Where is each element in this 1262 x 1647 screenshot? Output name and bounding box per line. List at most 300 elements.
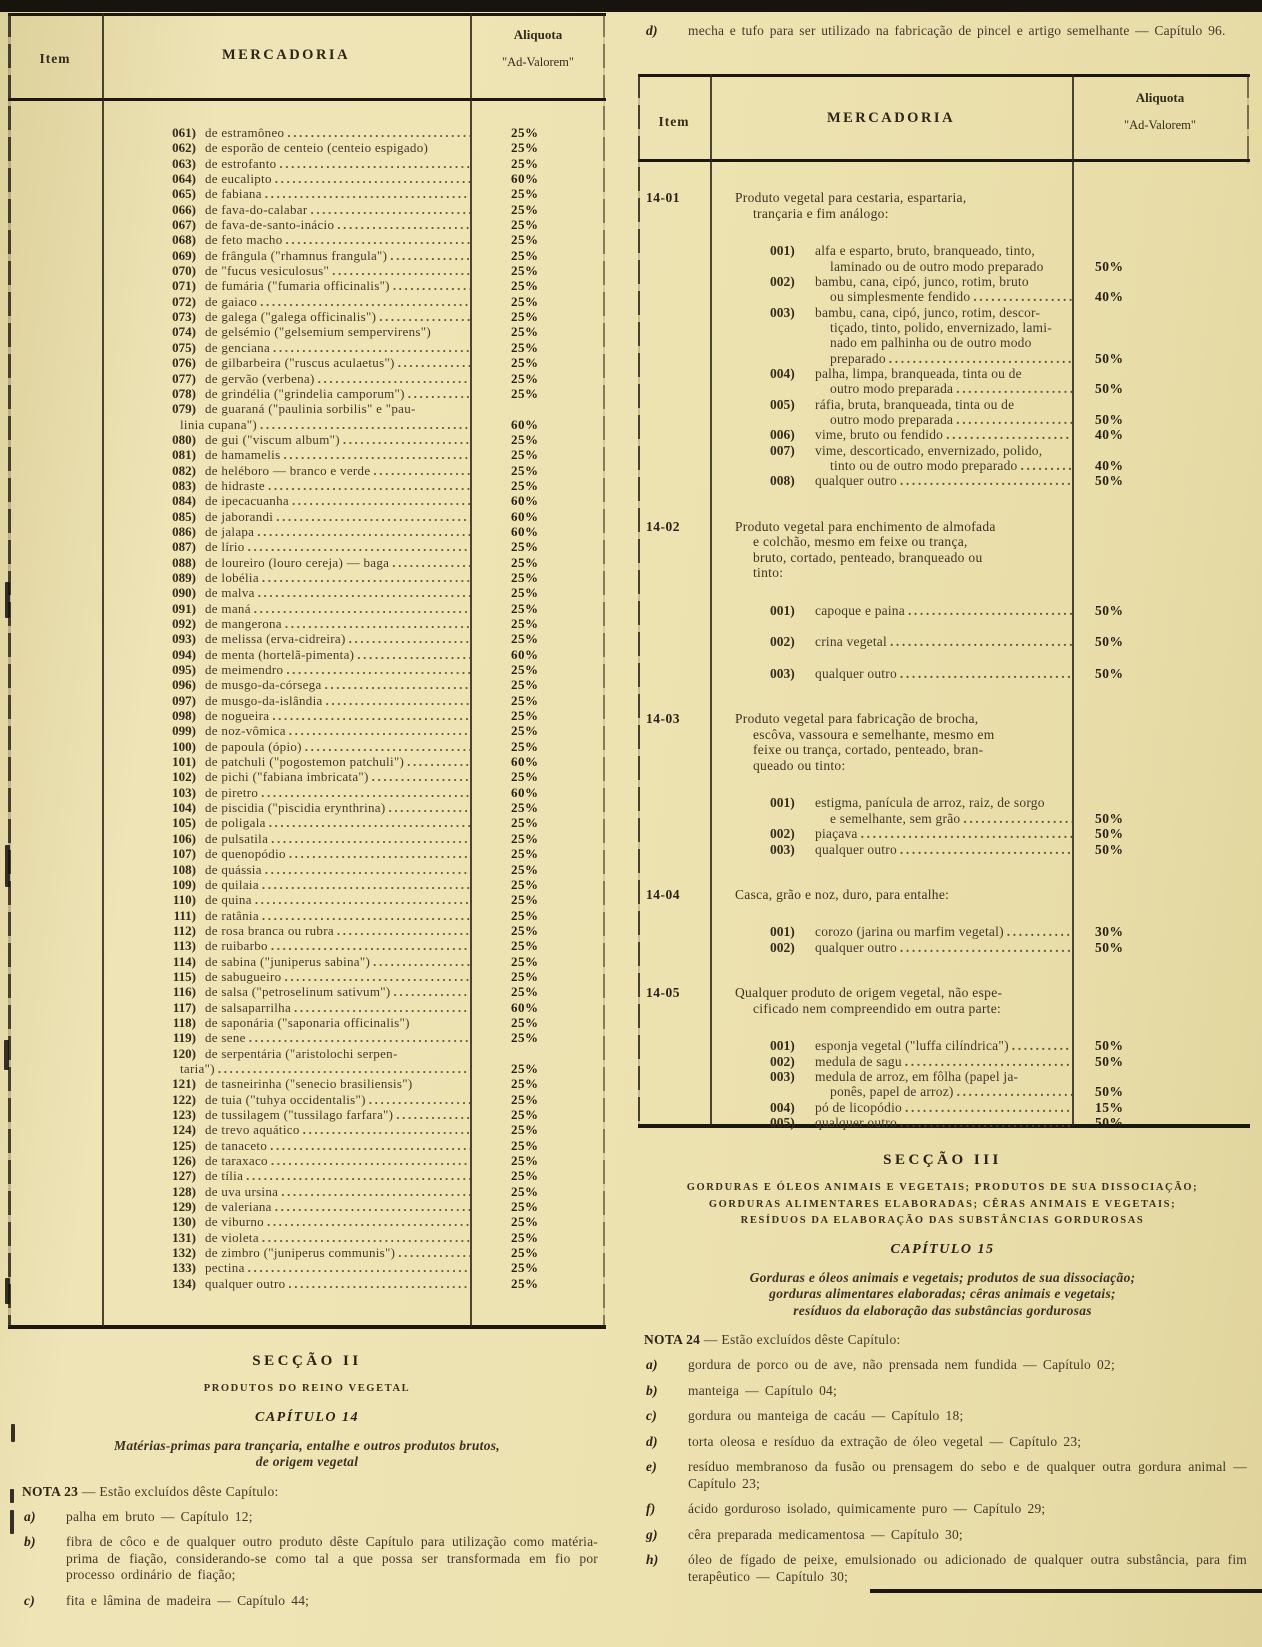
chapter-15-description	[630, 1270, 1255, 1320]
row-rate: 25%	[511, 1183, 539, 1199]
block-code: 14-02	[646, 518, 680, 534]
row-merchandise: de menta (hortelã-pimenta)	[205, 646, 355, 662]
row-merchandise: de patchuli ("pogostemon patchuli")	[205, 754, 405, 770]
row-merchandise: de "fucus vesiculosus"	[205, 263, 330, 279]
dot-leader	[354, 647, 470, 662]
row-number: 094)	[172, 646, 196, 662]
row-rate: 50%	[1095, 1053, 1124, 1069]
row-rate: 50%	[1095, 665, 1124, 681]
table-row	[770, 305, 1255, 366]
dot-leader	[416, 401, 470, 416]
row-rate: 25%	[511, 1153, 539, 1169]
dot-leader	[282, 616, 470, 631]
row-merchandise: de quina	[205, 892, 252, 908]
block-items	[735, 924, 1255, 955]
row-rate: 25%	[511, 385, 539, 401]
row-rate: 25%	[511, 692, 539, 708]
block-description	[735, 985, 1255, 1016]
row-number: 006)	[770, 427, 795, 443]
dot-leader	[897, 842, 1072, 857]
row-merchandise: de piscidia ("piscidia erynthrina)	[205, 800, 386, 816]
table-row	[770, 1115, 1255, 1130]
text-line: Matérias-primas para trançaria, entalhe e outros produtos brutos,	[114, 1437, 500, 1453]
description-line: cificado nem compreendido em outra parte:	[753, 1000, 1002, 1016]
row-number: 103)	[172, 784, 196, 800]
row-rate: 25%	[511, 569, 539, 585]
row-number: 080)	[172, 431, 196, 447]
table-row	[8, 662, 606, 677]
row-number: 061)	[172, 125, 196, 140]
row-merchandise: de salsa ("petroselinum sativum")	[205, 984, 391, 1000]
table-row	[770, 795, 1255, 826]
list-item	[8, 1509, 606, 1526]
dot-leader	[369, 769, 470, 784]
row-merchandise: de fava-do-calabar	[205, 201, 308, 217]
dot-leader	[953, 412, 1072, 427]
row-merchandise: qualquer outro	[815, 939, 897, 955]
block-description	[735, 190, 1255, 221]
row-number: 002)	[770, 634, 795, 650]
nota-23	[8, 1484, 606, 1500]
dot-leader	[268, 1153, 470, 1168]
row-rate: 25%	[511, 324, 539, 340]
dot-leader	[376, 309, 470, 324]
dot-leader	[943, 427, 1072, 442]
row-rate: 50%	[1095, 350, 1124, 366]
nota-23-label: NOTA 23	[22, 1483, 79, 1499]
scan-bottom-line	[870, 1589, 1262, 1593]
dot-leader	[404, 754, 470, 769]
row-merchandise: de noz-vômica	[205, 723, 286, 739]
table-row	[8, 217, 606, 232]
row-number: 117)	[172, 999, 196, 1015]
table-row	[8, 815, 606, 830]
row-merchandise: de trevo aquático	[205, 1122, 300, 1138]
row-number: 005)	[770, 1115, 795, 1131]
row-rate: 25%	[511, 677, 539, 693]
row-number: 107)	[172, 846, 196, 862]
table-row	[8, 478, 606, 493]
list-item-label: c)	[24, 1592, 35, 1608]
table-row	[8, 401, 606, 416]
tariff-block	[630, 190, 1255, 489]
row-number: 066)	[172, 201, 196, 217]
list-item-label: b)	[646, 1382, 658, 1398]
row-number: 090)	[172, 585, 196, 601]
row-number: 003)	[770, 665, 795, 681]
dot-leader	[405, 386, 470, 401]
block-description	[735, 519, 1255, 581]
dot-leader	[286, 846, 470, 861]
row-number: 086)	[172, 523, 196, 539]
dot-leader	[265, 478, 470, 493]
row-rate: 25%	[511, 554, 539, 570]
scan-artifact	[10, 1510, 14, 1534]
tariff-block	[630, 887, 1255, 955]
dot-leader	[887, 634, 1072, 649]
row-rate: 25%	[511, 662, 539, 678]
row-merchandise: de poligala	[205, 815, 266, 831]
row-number: 096)	[172, 677, 196, 693]
row-number: 121)	[172, 1076, 196, 1092]
table-row	[770, 1100, 1255, 1115]
row-merchandise: tinto ou de outro modo preparado	[830, 458, 1018, 473]
block-code: 14-04	[646, 886, 680, 902]
row-merchandise: laminado ou de outro modo preparado	[830, 258, 1044, 274]
table-row	[8, 156, 606, 171]
row-merchandise: tiçado, tinto, polido, envernizado, lami-	[830, 319, 1052, 335]
row-number: 075)	[172, 339, 196, 355]
row-number: 069)	[172, 247, 196, 263]
table-row	[8, 417, 606, 432]
row-number: 082)	[172, 462, 196, 478]
row-merchandise: de lobélia	[205, 569, 259, 585]
row-merchandise: qualquer outro	[815, 1115, 897, 1131]
row-number: 118)	[172, 1014, 196, 1030]
description-line: e colchão, mesmo em feixe ou trança,	[753, 534, 968, 550]
list-item	[630, 1434, 1255, 1451]
dot-leader	[329, 263, 470, 278]
item-line	[770, 1084, 1255, 1099]
row-rate: 40%	[1095, 458, 1124, 473]
table-row	[8, 125, 606, 140]
row-merchandise: preparado	[830, 350, 886, 366]
row-rate: 50%	[1095, 381, 1124, 397]
row-rate: 25%	[511, 539, 539, 555]
table-row	[8, 1230, 606, 1245]
row-number: 115)	[172, 968, 196, 984]
list-item	[8, 1534, 606, 1584]
list-item-label: g)	[646, 1526, 658, 1542]
dot-leader	[395, 1245, 470, 1260]
table-row	[8, 1245, 606, 1260]
right-tariff-table	[630, 74, 1255, 1130]
table-row	[770, 1054, 1255, 1069]
row-merchandise: de jalapa	[205, 523, 255, 539]
table-row	[8, 647, 606, 662]
header-mercadoria: MERCADORIA	[826, 110, 956, 126]
table-row	[770, 826, 1255, 841]
row-rate: 25%	[511, 830, 539, 846]
row-merchandise: bambu, cana, cipó, junco, rotim, bruto	[815, 273, 1029, 289]
table-row	[770, 1038, 1255, 1053]
list-item-label: a)	[24, 1508, 36, 1524]
row-merchandise: qualquer outro	[205, 1275, 286, 1291]
dot-leader	[960, 811, 1072, 826]
row-rate: 25%	[511, 892, 539, 908]
table-row	[770, 924, 1255, 939]
dot-leader	[266, 815, 470, 830]
table-row	[8, 908, 606, 923]
table-row	[770, 243, 1255, 274]
item-line	[770, 397, 1255, 412]
row-number: 114)	[172, 953, 196, 969]
row-rate: 25%	[511, 477, 539, 493]
row-rate: 60%	[511, 999, 539, 1015]
row-merchandise: capoque e paina	[815, 603, 905, 619]
dot-leader	[215, 1061, 470, 1076]
section-iii-title: SECÇÃO III	[883, 1152, 1002, 1168]
dot-leader	[905, 603, 1072, 618]
dot-leader	[1004, 924, 1072, 939]
chapter-15-title: CAPÍTULO 15	[890, 1241, 995, 1257]
dot-leader	[370, 463, 470, 478]
dot-leader	[291, 1000, 470, 1015]
table-row	[8, 140, 606, 155]
row-rate: 60%	[511, 784, 539, 800]
row-rate: 25%	[511, 263, 539, 279]
row-number: 063)	[172, 155, 196, 171]
list-item-label: h)	[646, 1552, 659, 1567]
row-number: 077)	[172, 370, 196, 386]
row-number: 002)	[770, 939, 795, 955]
row-merchandise: de loureiro (louro cereja) — baga	[205, 554, 390, 570]
row-merchandise: esponja vegetal ("luffa cilíndrica")	[815, 1038, 1009, 1054]
table-row	[8, 294, 606, 309]
table-row	[8, 923, 606, 938]
row-merchandise: outro modo preparada	[830, 411, 954, 427]
table-row	[770, 366, 1255, 397]
row-rate: 25%	[511, 125, 539, 140]
dot-leader	[370, 954, 470, 969]
row-number: 100)	[172, 738, 196, 754]
description-line: Produto vegetal para enchimento de almofada	[735, 518, 996, 534]
row-number: 002)	[770, 1053, 795, 1069]
row-merchandise: de gaiaco	[205, 293, 258, 309]
row-rate: 50%	[1095, 1038, 1124, 1054]
table-row	[8, 386, 606, 401]
row-number: 064)	[172, 171, 196, 187]
table-row	[8, 509, 606, 524]
dot-leader	[398, 1046, 470, 1061]
row-number: 003)	[770, 1069, 795, 1084]
header-mercadoria: MERCADORIA	[221, 47, 351, 63]
item-line	[770, 1038, 1255, 1053]
table-row	[8, 1107, 606, 1122]
row-number: 124)	[172, 1122, 196, 1138]
header-aliquota	[470, 27, 606, 70]
item-line	[770, 320, 1255, 335]
item-line	[770, 924, 1255, 939]
table-row	[8, 263, 606, 278]
item-line	[770, 1100, 1255, 1115]
row-merchandise: de piretro	[205, 784, 259, 800]
item-line	[770, 842, 1255, 857]
section-ii	[8, 1333, 606, 1609]
row-merchandise: de ruibarbo	[205, 938, 268, 954]
description-line: tinto:	[753, 565, 784, 581]
block-items	[735, 795, 1255, 856]
row-rate: 30%	[1095, 924, 1124, 940]
dot-leader	[389, 555, 470, 570]
table-row	[770, 473, 1255, 488]
table-row	[8, 601, 606, 616]
row-number: 130)	[172, 1214, 196, 1230]
item-line	[770, 289, 1255, 304]
dot-leader	[346, 631, 470, 646]
nota-23-text: — Estão excluídos dêste Capítulo:	[81, 1483, 279, 1499]
dot-leader	[272, 171, 470, 186]
dot-leader	[897, 940, 1072, 955]
row-merchandise: de fumária ("fumaria officinalis")	[205, 278, 390, 294]
table-row	[8, 555, 606, 570]
row-merchandise: ou simplesmente fendido	[830, 289, 971, 305]
dot-leader	[953, 381, 1072, 396]
item-line	[770, 335, 1255, 350]
table-row	[8, 616, 606, 631]
dot-leader	[259, 908, 470, 923]
row-merchandise: de zimbro ("juniperus communis")	[205, 1245, 396, 1261]
item-line	[770, 603, 1255, 618]
row-merchandise: de papoula (ópio)	[205, 738, 302, 754]
row-rate	[470, 401, 606, 416]
table-row	[8, 984, 606, 999]
table-row	[8, 739, 606, 754]
row-number: 095)	[172, 662, 196, 678]
row-merchandise: de hamamelis	[205, 447, 281, 463]
list-item	[630, 1552, 1255, 1585]
scan-artifact	[5, 582, 10, 618]
dot-leader	[395, 355, 470, 370]
row-merchandise: de pichi ("fabiana imbricata")	[205, 769, 369, 785]
row-merchandise: de musgo-da-islândia	[205, 692, 323, 708]
row-merchandise: de feto macho	[205, 232, 283, 248]
header-aliquota-line1: Aliquota	[1135, 90, 1185, 105]
dot-leader	[243, 1168, 470, 1183]
table-row	[8, 1260, 606, 1275]
row-number: 098)	[172, 708, 196, 724]
table-row	[8, 846, 606, 861]
table-row	[8, 1199, 606, 1214]
item-line	[770, 826, 1255, 841]
left-table-body	[8, 101, 606, 1291]
row-rate: 60%	[511, 646, 539, 662]
table-row	[770, 427, 1255, 442]
table-row	[8, 1184, 606, 1199]
table-row	[8, 186, 606, 201]
row-rate	[470, 1046, 606, 1061]
row-merchandise: de pulsatila	[205, 830, 269, 846]
table-row	[8, 202, 606, 217]
description-line: Qualquer produto de origem vegetal, não espe-	[735, 985, 1003, 1001]
row-rate: 25%	[511, 616, 539, 631]
scan-artifact	[5, 1278, 10, 1304]
row-number: 073)	[172, 309, 196, 325]
table-row	[8, 754, 606, 769]
table-row	[8, 585, 606, 600]
list-item-text: ácido gorduroso isolado, quimicamente puro — Capítulo 29;	[688, 1501, 1046, 1516]
list-item	[630, 1459, 1255, 1492]
dot-leader	[283, 232, 470, 247]
row-rate: 25%	[511, 217, 539, 233]
item-line	[770, 795, 1255, 810]
row-rate: 25%	[511, 953, 539, 969]
row-merchandise: de meimendro	[205, 662, 284, 678]
table-row	[8, 539, 606, 554]
item-line	[770, 259, 1255, 274]
table-row	[8, 371, 606, 386]
row-rate: 25%	[511, 1014, 539, 1030]
block-description	[735, 887, 1255, 903]
table-row	[770, 940, 1255, 955]
row-rate: 25%	[511, 339, 539, 355]
table-row	[8, 769, 606, 784]
dot-leader	[323, 693, 470, 708]
row-merchandise: de sabugueiro	[205, 968, 282, 984]
row-rate: 25%	[511, 447, 539, 463]
table-row	[8, 1138, 606, 1153]
row-rate: 25%	[511, 769, 539, 785]
dot-leader	[897, 473, 1072, 488]
row-number: 112)	[172, 922, 196, 938]
dot-leader	[391, 984, 470, 999]
row-number: 126)	[172, 1153, 196, 1169]
row-merchandise: de estramôneo	[205, 125, 285, 140]
row-rate: 60%	[511, 523, 539, 539]
row-rate: 25%	[511, 846, 539, 862]
text-line: GORDURAS ALIMENTARES ELABORADAS; CÊRAS ANIMAIS E VEGETAIS;	[708, 1198, 1177, 1210]
dot-leader	[257, 294, 470, 309]
item-line	[770, 366, 1255, 381]
row-merchandise: de valeriana	[205, 1199, 272, 1215]
dot-leader	[431, 324, 470, 339]
row-rate: 25%	[511, 140, 539, 156]
row-merchandise: de lírio	[205, 539, 245, 555]
row-number: 127)	[172, 1168, 196, 1184]
list-item	[630, 1383, 1255, 1400]
row-rate: 15%	[1095, 1099, 1124, 1115]
dot-leader	[268, 831, 470, 846]
description-line: queado ou tinto:	[753, 757, 846, 773]
row-rate: 25%	[511, 907, 539, 923]
section-iii	[630, 1152, 1255, 1585]
table-row	[8, 355, 606, 370]
list-item-label: c)	[646, 1408, 657, 1423]
dot-leader	[428, 140, 470, 155]
row-merchandise: outro modo preparada	[830, 381, 954, 397]
list-item-label: b)	[24, 1534, 36, 1549]
row-number: 104)	[172, 800, 196, 816]
table-row	[8, 1000, 606, 1015]
dot-leader	[300, 1122, 470, 1137]
table-row	[8, 677, 606, 692]
dot-leader	[281, 969, 470, 984]
row-merchandise: de hidraste	[205, 477, 265, 493]
row-rate: 25%	[511, 247, 539, 263]
row-merchandise: nado em palhinha ou de outro modo	[830, 335, 1032, 351]
table-row	[8, 1092, 606, 1107]
list-item-label: e)	[646, 1459, 657, 1474]
row-rate: 25%	[511, 938, 539, 954]
tariff-block	[630, 519, 1255, 681]
description-line: bruto, cortado, penteado, branqueado ou	[753, 549, 983, 565]
row-rate: 50%	[1095, 1084, 1124, 1100]
row-rate: 25%	[511, 1137, 539, 1153]
chapter-14-description	[8, 1438, 606, 1471]
header-aliquota-line2: "Ad-Valorem"	[1124, 118, 1196, 132]
row-number: 085)	[172, 508, 196, 524]
row-merchandise: de tasneirinha ("senecio brasiliensis")	[205, 1076, 413, 1092]
dot-leader	[954, 1084, 1072, 1099]
table-row	[8, 723, 606, 738]
section-ii-subtitle: PRODUTOS DO REINO VEGETAL	[203, 1383, 411, 1394]
dot-leader	[390, 278, 470, 293]
list-item	[630, 1501, 1255, 1518]
table-row	[8, 1030, 606, 1045]
row-rate: 25%	[511, 1060, 539, 1076]
row-number: 001)	[770, 924, 795, 940]
row-merchandise: medula de arroz, em fôlha (papel ja-	[815, 1069, 1019, 1084]
